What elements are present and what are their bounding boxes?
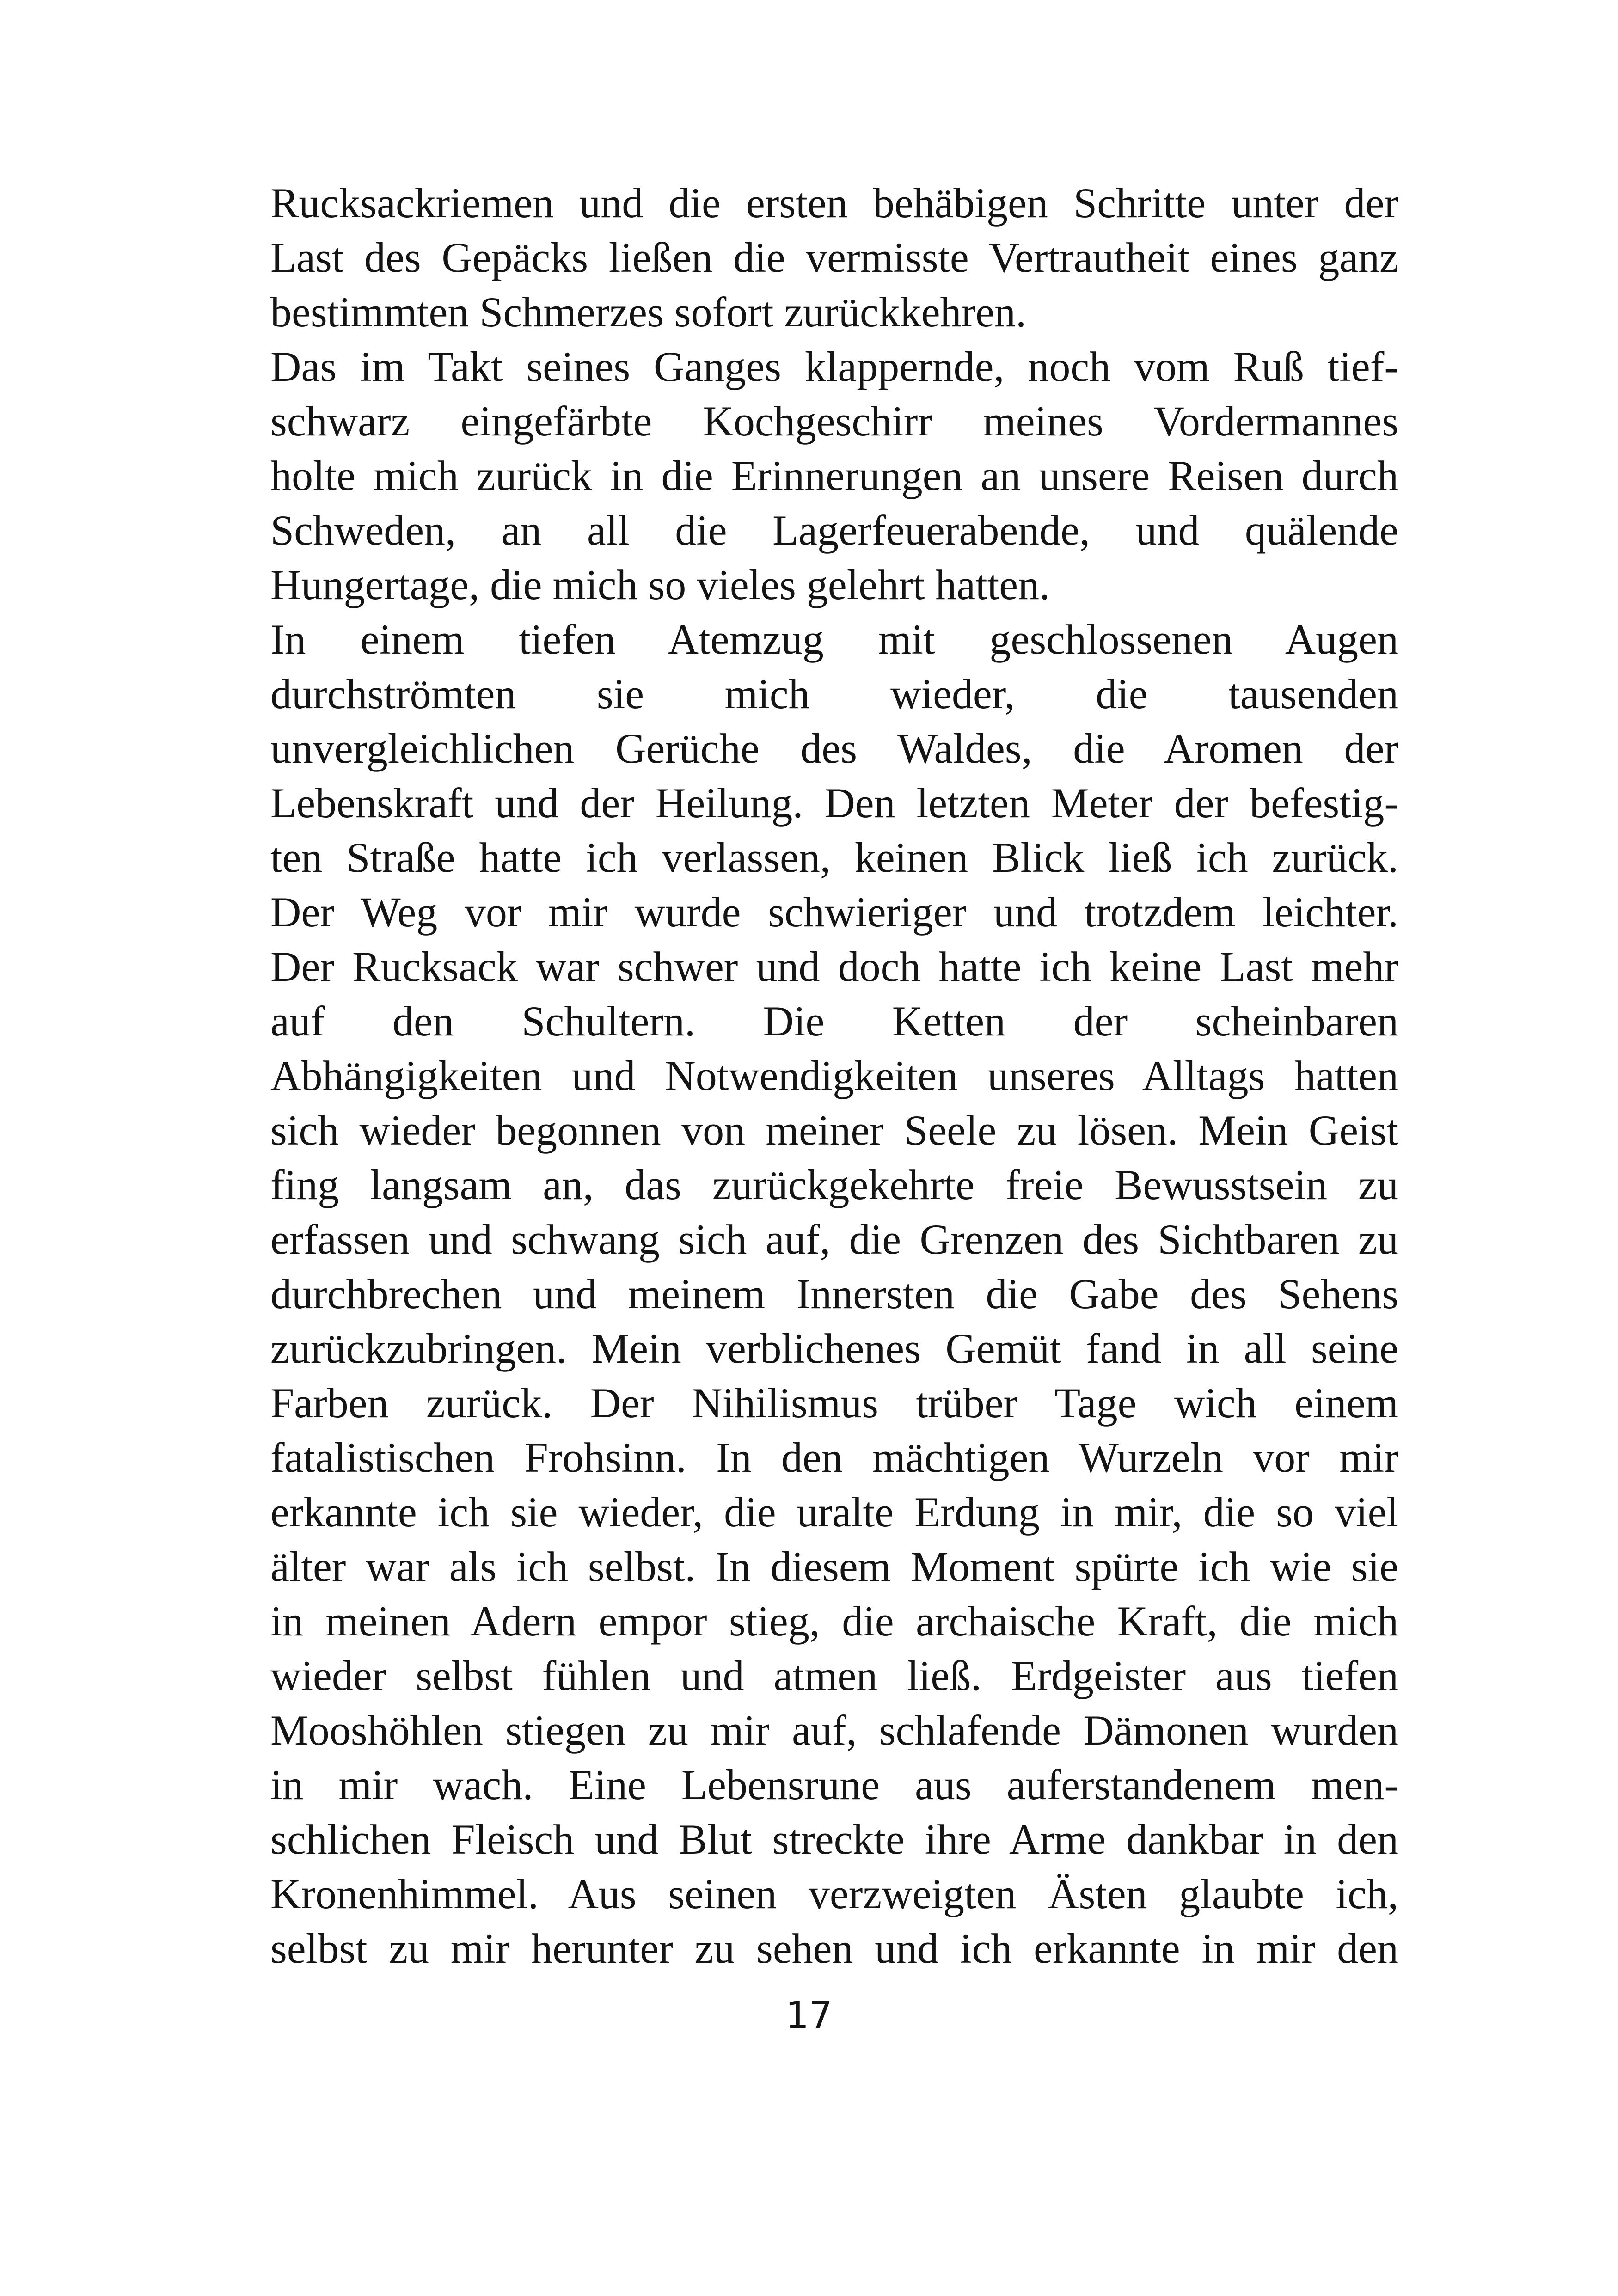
paragraph bbox=[270, 176, 1398, 339]
text-line: bestimmten Schmerzes sofort zurückkehren. bbox=[270, 288, 1027, 336]
text-line: unvergleichlichen Gerüche des Waldes, die Aromen der bbox=[270, 725, 1398, 772]
text-line: Hungertage, die mich so vieles gelehrt hatten. bbox=[270, 561, 1050, 608]
text-line: Abhängigkeiten und Notwendigkeiten unseres Alltags hatten bbox=[270, 1052, 1398, 1099]
text-line: schwarz eingefärbte Kochgeschirr meines Vordermannes bbox=[270, 398, 1398, 445]
text-line: Farben zurück. Der Nihilismus trüber Tage wich einem bbox=[270, 1379, 1398, 1427]
text-line: Der Rucksack war schwer und doch hatte ich keine Last mehr bbox=[270, 943, 1398, 990]
text-line: Der Weg vor mir wurde schwieriger und trotzdem leichter. bbox=[270, 888, 1398, 936]
text-line: Schweden, an all die Lagerfeuerabende, und quälende bbox=[270, 507, 1398, 554]
text-line: wieder selbst fühlen und atmen ließ. Erdgeister aus tiefen bbox=[270, 1652, 1398, 1699]
text-line: Lebenskraft und der Heilung. Den letzten Meter der befestig- bbox=[270, 779, 1398, 827]
body-text bbox=[270, 176, 1398, 1976]
text-line: selbst zu mir herunter zu sehen und ich erkannte in mir den bbox=[270, 1925, 1398, 1972]
text-line: durchströmten sie mich wieder, die tausenden bbox=[270, 670, 1398, 717]
text-line: zurückzubringen. Mein verblichenes Gemüt fand in all seine bbox=[270, 1325, 1398, 1372]
text-line: in meinen Adern empor stieg, die archaische Kraft, die mich bbox=[270, 1598, 1398, 1645]
text-line: durchbrechen und meinem Innersten die Gabe des Sehens bbox=[270, 1270, 1398, 1317]
text-line: Mooshöhlen stiegen zu mir auf, schlafende Dämonen wurden bbox=[270, 1707, 1398, 1754]
paragraph bbox=[270, 612, 1398, 1976]
text-line: erfassen und schwang sich auf, die Grenzen des Sichtbaren zu bbox=[270, 1216, 1398, 1263]
text-line: in mir wach. Eine Lebensrune aus auferstandenem men- bbox=[270, 1761, 1398, 1808]
text-line: Kronenhimmel. Aus seinen verzweigten Ästen glaubte ich, bbox=[270, 1870, 1398, 1917]
text-line: holte mich zurück in die Erinnerungen an unsere Reisen durch bbox=[270, 452, 1398, 499]
text-line: fing langsam an, das zurückgekehrte freie Bewusstsein zu bbox=[270, 1161, 1398, 1208]
text-line: älter war als ich selbst. In diesem Moment spürte ich wie sie bbox=[270, 1543, 1398, 1590]
text-line: Last des Gepäcks ließen die vermisste Vertrautheit eines ganz bbox=[270, 234, 1398, 281]
text-line: sich wieder begonnen von meiner Seele zu lösen. Mein Geist bbox=[270, 1107, 1398, 1154]
paragraph bbox=[270, 339, 1398, 612]
text-line: auf den Schultern. Die Ketten der scheinbaren bbox=[270, 998, 1398, 1045]
text-line: fatalistischen Frohsinn. In den mächtigen Wurzeln vor mir bbox=[270, 1434, 1398, 1481]
text-line: ten Straße hatte ich verlassen, keinen Blick ließ ich zurück. bbox=[270, 834, 1398, 881]
text-line: Das im Takt seines Ganges klappernde, noch vom Ruß tief- bbox=[270, 343, 1398, 390]
text-line: In einem tiefen Atemzug mit geschlossenen Augen bbox=[270, 616, 1398, 663]
text-line: Rucksackriemen und die ersten behäbigen Schritte unter der bbox=[270, 179, 1398, 227]
text-line: schlichen Fleisch und Blut streckte ihre Arme dankbar in den bbox=[270, 1816, 1398, 1863]
page-number: 17 bbox=[785, 1994, 833, 2037]
text-line: erkannte ich sie wieder, die uralte Erdung in mir, die so viel bbox=[270, 1488, 1398, 1536]
